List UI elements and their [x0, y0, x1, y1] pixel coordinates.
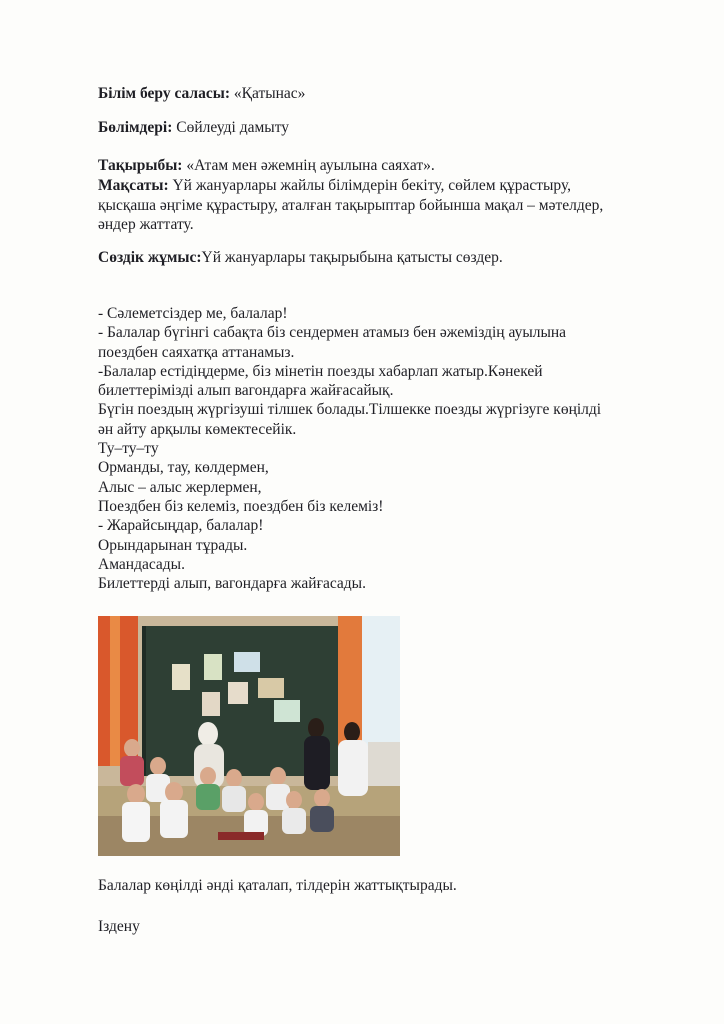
dialogue-line: билеттерімізді алып вагондарға жайғасайық.	[98, 382, 394, 400]
goal-line: әндер жаттату.	[98, 216, 194, 234]
song-line: Поездбен біз келеміз, поездбен біз келеміз!	[98, 497, 384, 515]
dialogue-line: поездбен саяхатқа аттанамыз.	[98, 343, 295, 361]
field-education-area-label: Білім беру саласы:	[98, 85, 230, 102]
dialogue-line: Амандасады.	[98, 555, 185, 573]
dialogue-line: ән айту арқылы көмектесейік.	[98, 420, 297, 438]
goal-line: қысқаша әңгіме құрастыру, аталған тақырыптар бойынша мақал – мәтелдер,	[98, 196, 604, 214]
field-education-area	[98, 84, 698, 104]
song-line: Ту–ту–ту	[98, 440, 159, 458]
dialogue-line: -Балалар естідіңдерме, біз мінетін поезды хабарлап жатыр.Кәнекей	[98, 362, 543, 380]
topic	[98, 156, 698, 176]
field-sections-value: Сөйлеуді дамыту	[172, 119, 290, 136]
classroom-photo	[98, 616, 400, 856]
footer-text: Іздену	[98, 918, 140, 935]
dialogue-line: Билеттерді алып, вагондарға жайғасады.	[98, 575, 366, 593]
photo-caption: Балалар көңілді әнді қаталап, тілдерін жаттықтырады.	[98, 877, 457, 894]
lesson-dialogue	[98, 304, 698, 593]
vocabulary-work-value: Үй жануарлары тақырыбына қатысты сөздер.	[201, 249, 503, 266]
song-line: Орманды, тау, көлдермен,	[98, 459, 269, 477]
dialogue-line: - Балалар бүгінгі сабақта біз сендермен атамыз бен әжеміздің ауылына	[98, 324, 567, 342]
dialogue-line: Бүгін поездың жүргізуші тілшек болады.Тілшекке поезды жүргізуге көңілді	[98, 401, 602, 419]
goal	[98, 176, 698, 235]
goal-label: Мақсаты:	[98, 177, 169, 194]
field-sections	[98, 118, 698, 138]
song-line: Алыс – алыс жерлермен,	[98, 478, 262, 496]
goal-line: Үй жануарлары жайлы білімдерін бекіту, сөйлем құрастыру,	[168, 177, 572, 194]
field-sections-label: Бөлімдері:	[98, 119, 173, 136]
dialogue-line: - Сәлеметсіздер ме, балалар!	[98, 305, 288, 322]
topic-value: «Атам мен әжемнің ауылына саяхат».	[182, 157, 435, 174]
dialogue-line: - Жарайсыңдар, балалар!	[98, 517, 264, 535]
dialogue-line: Орындарынан тұрады.	[98, 536, 248, 554]
vocabulary-work-label: Сөздік жұмыс:	[98, 249, 202, 266]
vocabulary-work	[98, 248, 698, 268]
field-education-area-value: «Қатынас»	[230, 85, 306, 102]
topic-label: Тақырыбы:	[98, 157, 183, 174]
